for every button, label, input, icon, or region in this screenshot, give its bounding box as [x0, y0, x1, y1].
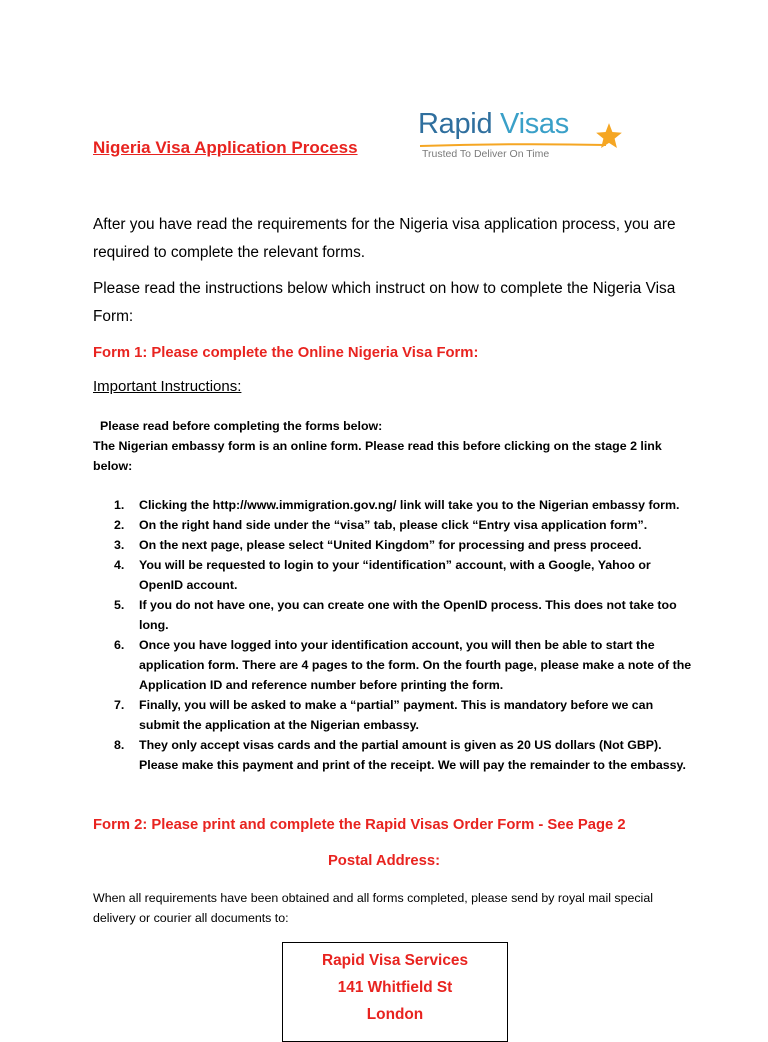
step-text: On the next page, please select “United Kingdom” for processing and press proceed.	[139, 538, 642, 552]
list-item	[93, 555, 693, 595]
intro-paragraph-1: After you have read the requirements for the Nigeria visa application process, you are required to complete the relevant forms.	[93, 216, 676, 261]
step-text: They only accept visas cards and the partial amount is given as 20 US dollars (Not GBP). Please make this payment and print of the receipt. We will pay the remainder to the embassy.	[139, 738, 686, 772]
send-instructions: When all requirements have been obtained and all forms completed, please send by royal mail special delivery or courier all documents to:	[93, 891, 653, 925]
step-text: Once you have logged into your identification account, you will then be able to start the application form. There are 4 pages to the form. On the fourth page, please make a note of the Application ID and reference number before printing the form.	[139, 638, 692, 692]
instruction-steps	[93, 495, 693, 775]
list-item	[93, 635, 693, 695]
step-number: 3.	[114, 538, 125, 552]
list-item	[93, 735, 693, 775]
list-item	[93, 695, 693, 735]
step-number: 4.	[114, 558, 125, 572]
logo-tagline: Trusted To Deliver On Time	[422, 148, 550, 160]
step-text: If you do not have one, you can create one with the OpenID process. This does not take too long.	[139, 598, 677, 632]
step-text: Clicking the http://www.immigration.gov.ng/ link will take you to the Nigerian embassy form.	[139, 498, 680, 512]
address-line-city: London	[366, 1006, 424, 1023]
list-item	[93, 595, 693, 635]
step-number: 7.	[114, 698, 125, 712]
logo-wordmark	[418, 108, 569, 141]
list-item	[93, 515, 693, 535]
logo-word-rapid: Rapid	[418, 108, 493, 140]
step-text: You will be requested to login to your “identification” account, with a Google, Yahoo or OpenID account.	[139, 558, 651, 592]
embassy-note: The Nigerian embassy form is an online form. Please read this before clicking on the stage 2 link below:	[93, 439, 662, 473]
logo-word-visas: Visas	[500, 108, 569, 140]
step-number: 2.	[114, 518, 125, 532]
step-number: 6.	[114, 638, 125, 652]
list-item	[93, 495, 693, 515]
instructions-heading: Important Instructions:	[93, 378, 242, 395]
step-text: Finally, you will be asked to make a “partial” payment. This is mandatory before we can submit the application at the Nigerian embassy.	[139, 698, 654, 732]
step-number: 5.	[114, 598, 125, 612]
address-line-street: 141 Whitfield St	[337, 979, 453, 996]
pre-note: Please read before completing the forms below:	[100, 419, 383, 433]
step-number: 1.	[114, 498, 125, 512]
address-line-company: Rapid Visa Services	[321, 952, 468, 969]
list-item	[93, 535, 693, 555]
form1-heading: Form 1: Please complete the Online Nigeria Visa Form:	[93, 345, 479, 361]
form2-heading: Form 2: Please print and complete the Rapid Visas Order Form - See Page 2	[93, 817, 626, 833]
star-icon	[595, 122, 623, 150]
intro-paragraph-2: Please read the instructions below which instruct on how to complete the Nigeria Visa Form:	[93, 280, 676, 325]
postal-address-heading: Postal Address:	[327, 853, 441, 869]
step-number: 8.	[114, 738, 125, 752]
step-text: On the right hand side under the “visa” tab, please click “Entry visa application form”.	[139, 518, 648, 532]
rapid-visas-logo	[418, 108, 628, 164]
address-box	[282, 942, 508, 1042]
page-title: Nigeria Visa Application Process	[93, 138, 358, 157]
